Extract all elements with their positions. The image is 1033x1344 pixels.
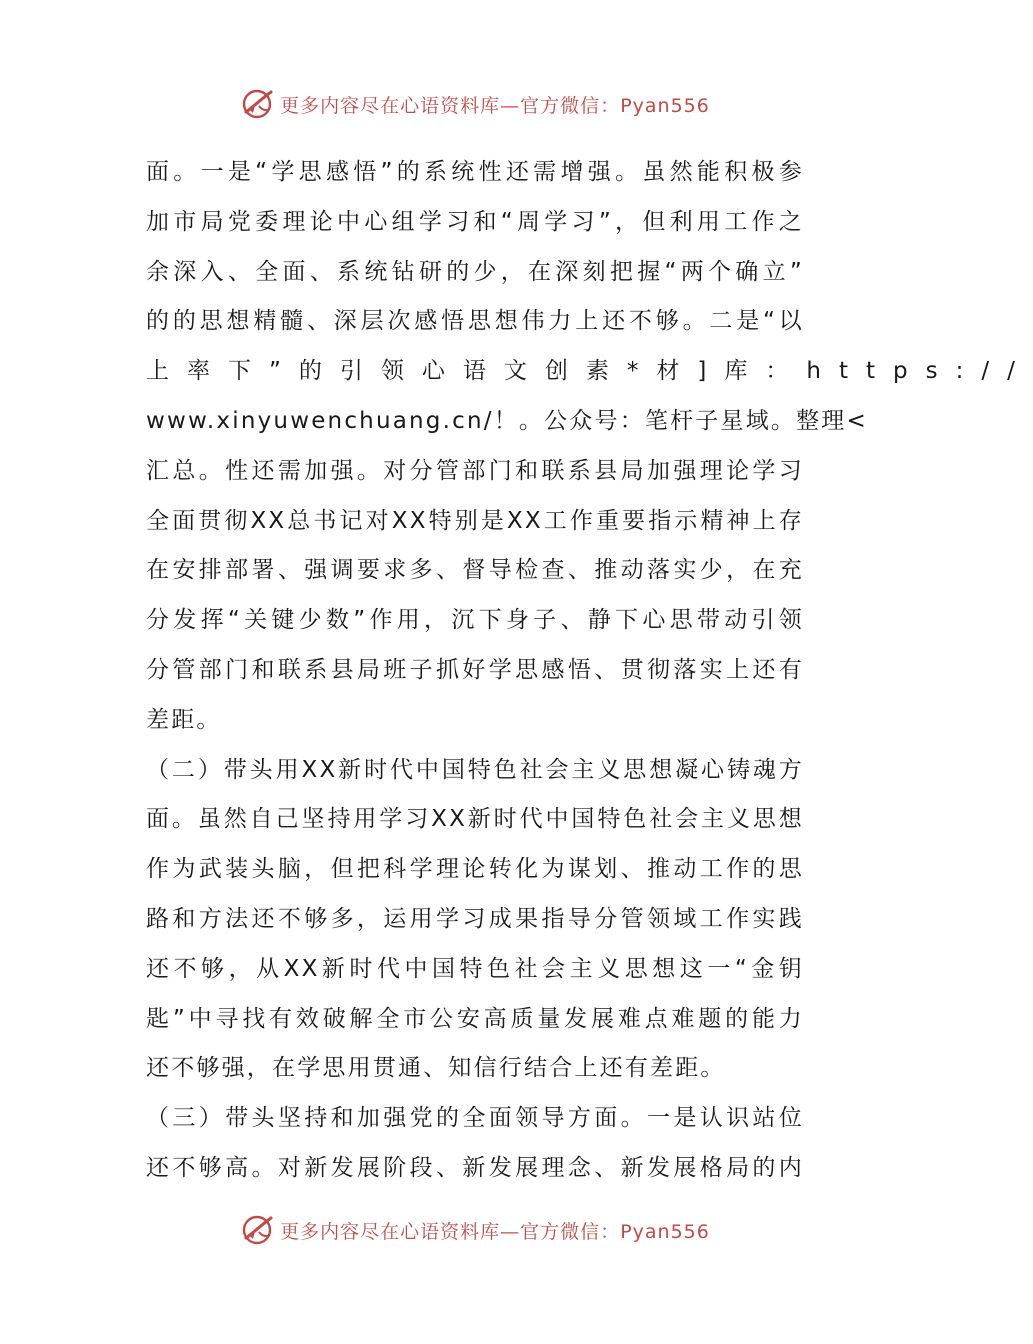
text-line: 分管部门和联系县局班子抓好学思感悟、贯彻落实上还有	[146, 656, 804, 683]
watermark-text: 更多内容尽在心语资料库—官方微信：Pyan556	[280, 94, 710, 117]
text-line: 还不够强，在学思用贯通、知信行结合上还有差距。	[146, 1055, 726, 1082]
document-body	[146, 148, 1033, 1194]
text-line: www.xinyuwenchuang.cn/！。公众号：笔杆子星域。整理<	[146, 407, 868, 434]
text-line: （三）带头坚持和加强党的全面领导方面。一是认识站位	[146, 1105, 804, 1132]
text-line: （二）带头用XX新时代中国特色社会主义思想凝心铸魂方	[146, 756, 804, 783]
text-line: 还不够，从XX新时代中国特色社会主义思想这一“金钥	[146, 955, 804, 982]
text-line: 面。一是“学思感悟”的系统性还需增强。虽然能积极参	[146, 159, 804, 185]
watermark-text: 更多内容尽在心语资料库—官方微信：Pyan556	[280, 1220, 710, 1243]
text-line: 余深入、全面、系统钻研的少，在深刻把握“两个确立”	[146, 258, 804, 285]
text-line: 差距。	[146, 706, 222, 733]
text-line: 汇总。性还需加强。对分管部门和联系县局加强理论学习	[146, 457, 804, 484]
text-line: 在安排部署、强调要求多、督导检查、推动落实少，在充	[146, 557, 804, 584]
text-line: 的的思想精髓、深层次感悟思想伟力上还不够。二是“以	[146, 308, 804, 335]
pen-logo-icon	[240, 1212, 276, 1248]
text-line: 全面贯彻XX总书记对XX特别是XX工作重要指示精神上存	[146, 507, 804, 534]
text-line: 上率下”的引领心语文创素*材]库：https://	[146, 358, 1033, 385]
text-line: 作为武装头脑，但把科学理论转化为谋划、推动工作的思	[146, 856, 804, 883]
watermark-banner-bottom	[0, 1210, 950, 1250]
text-line: 加市局党委理论中心组学习和“周学习”，但利用工作之	[146, 208, 804, 235]
text-line: 分发挥“关键少数”作用，沉下身子、静下心思带动引领	[146, 607, 804, 634]
text-line: 还不够高。对新发展阶段、新发展理念、新发展格局的内	[146, 1154, 804, 1181]
watermark-banner-top	[0, 84, 950, 124]
pen-logo-icon	[240, 86, 276, 122]
text-line: 面。虽然自己坚持用学习XX新时代中国特色社会主义思想	[146, 806, 804, 833]
text-line: 匙”中寻找有效破解全市公安高质量发展难点难题的能力	[146, 1005, 804, 1032]
text-line: 路和方法还不够多，运用学习成果指导分管领域工作实践	[146, 905, 804, 932]
